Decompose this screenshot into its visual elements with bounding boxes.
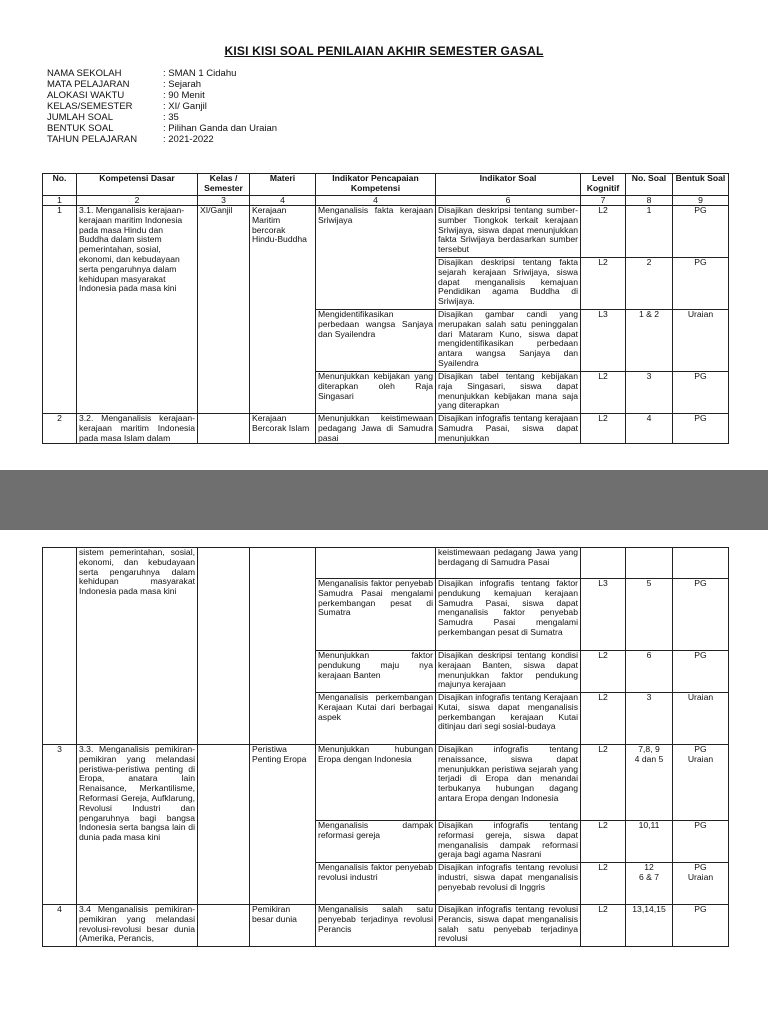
- table-row: [43, 414, 729, 444]
- bentuk-soal: PG: [673, 905, 729, 947]
- header-indikator-pencapaian: Indikator Pencapaian Kompetensi: [316, 174, 436, 196]
- info-value: : 35: [163, 112, 179, 123]
- info-row: [47, 112, 277, 123]
- indikator-soal: Disajikan deskripsi tentang sumber-sumber Tiongkok terkait kerajaan Sriwijaya, siswa dapat menunjukkan fakta Sriwijaya berdasarkan sumber tersebut: [436, 206, 581, 258]
- kelas-semester: [198, 414, 250, 444]
- no-soal: 10,11: [626, 821, 673, 863]
- header-no: No.: [43, 174, 77, 196]
- info-row: [47, 123, 277, 134]
- bentuk-soal-uraian: Uraian: [687, 753, 714, 764]
- bentuk-soal: PG: [673, 579, 729, 651]
- indikator-soal: Disajikan infografis tentang revolusi Perancis, siswa dapat menganalisis salah satu penyebab terjadinya revolusi: [436, 905, 581, 947]
- header-level-kognitif: Level Kognitif: [581, 174, 626, 196]
- indikator-soal: Disajikan infografis tentang renaissance, siswa dapat menunjukkan peristiwa sejarah yang terjadi di Eropa dan menandai terbukanya hubungan dagang antara Eropa dengan Indonesia: [436, 745, 581, 821]
- info-label: KELAS/SEMESTER: [47, 101, 133, 112]
- header-kompetensi-dasar: Kompetensi Dasar: [77, 174, 198, 196]
- indikator-soal: Disajikan infografis tentang reformasi gereja, siswa dapat menganalisis dampak reformasi geraja bagi agama Nasrani: [436, 821, 581, 863]
- level-kognitif: [581, 548, 626, 579]
- document-title: KISI KISI SOAL PENILAIAN AKHIR SEMESTER GASAL: [224, 44, 544, 58]
- col-number: 3: [198, 196, 250, 206]
- no-soal-uraian: 6 & 7: [638, 871, 660, 882]
- col-number: 9: [673, 196, 729, 206]
- kompetensi-dasar: 3.4 Menganalisis pemikiran-pemikiran yang melandasi revolusi-revolusi besar dunia (Amerika, Perancis,: [77, 905, 198, 947]
- info-row: [47, 101, 277, 112]
- no-soal: 1: [626, 206, 673, 258]
- info-row: [47, 90, 277, 101]
- no-soal: 3: [626, 693, 673, 745]
- indikator-soal: Disajikan infografis tentang faktor pendukung kemajuan kerajaan Samudra Pasai, siswa dapat menganalisis faktor penyebab Samudra Pasai mengalami perkembangan pesat di Sumatra: [436, 579, 581, 651]
- indikator-pencapaian: Menganalisis dampak reformasi gereja: [316, 821, 436, 863]
- col-number: 6: [436, 196, 581, 206]
- kelas-semester: [198, 548, 250, 745]
- indikator-pencapaian: Menunjukkan keistimewaan pedagang Jawa di Samudra pasai: [316, 414, 436, 444]
- info-row: [47, 68, 277, 79]
- row-no: [43, 548, 77, 745]
- kompetensi-dasar: 3.2. Menganalisis kerajaan-kerajaan maritim Indonesia pada masa Islam dalam: [77, 414, 198, 444]
- bentuk-soal: [673, 863, 729, 905]
- row-no: 4: [43, 905, 77, 947]
- info-label: JUMLAH SOAL: [47, 112, 113, 123]
- materi: Pemikiran besar dunia: [250, 905, 316, 947]
- col-number: 2: [77, 196, 198, 206]
- info-value: : XI/ Ganjil: [163, 101, 207, 112]
- level-kognitif: L2: [581, 863, 626, 905]
- info-row: [47, 79, 277, 90]
- materi: Peristiwa Penting Eropa: [250, 745, 316, 905]
- indikator-soal: Disajikan infografis tentang kerajaan Samudra Pasai, siswa dapat menunjukkan: [436, 414, 581, 444]
- bentuk-soal-uraian: Uraian: [687, 871, 714, 882]
- bentuk-soal: PG: [673, 414, 729, 444]
- bentuk-soal: [673, 745, 729, 821]
- col-number: 4: [250, 196, 316, 206]
- level-kognitif: L3: [581, 310, 626, 372]
- info-label: ALOKASI WAKTU: [47, 90, 125, 101]
- no-soal-pg: 7,8, 9: [638, 744, 660, 754]
- bentuk-soal: PG: [673, 651, 729, 693]
- indikator-pencapaian: Menunjukkan faktor pendukung maju nya kerajaan Banten: [316, 651, 436, 693]
- indikator-soal: keistimewaan pedagang Jawa yang berdagang di Samudra Pasai: [436, 548, 581, 579]
- kelas-semester: [198, 905, 250, 947]
- info-value: : Sejarah: [163, 79, 202, 90]
- document-page-2: [0, 530, 768, 1024]
- no-soal: 6: [626, 651, 673, 693]
- table-header-row: [43, 174, 729, 196]
- table-row: [43, 745, 729, 821]
- header-indikator-soal: Indikator Soal: [436, 174, 581, 196]
- col-number: 1: [43, 196, 77, 206]
- school-info: [47, 68, 277, 145]
- kelas-semester: [198, 745, 250, 905]
- row-no: 2: [43, 414, 77, 444]
- indikator-soal: Disajikan tabel tentang kebijakan raja Singasari, siswa dapat menunjukkan kebijakan mana saja yang diterapkan: [436, 372, 581, 414]
- bentuk-soal: Uraian: [673, 310, 729, 372]
- table-row: [43, 548, 729, 579]
- row-no: 1: [43, 206, 77, 414]
- no-soal: 4: [626, 414, 673, 444]
- info-value: : 2021-2022: [163, 134, 214, 145]
- indikator-pencapaian: Menganalisis faktor penyebab Samudra Pasai mengalami perkembangan pesat di Sumatra: [316, 579, 436, 651]
- level-kognitif: L2: [581, 206, 626, 258]
- info-label: MATA PELAJARAN: [47, 79, 130, 90]
- bentuk-soal: PG: [673, 372, 729, 414]
- materi: Kerajaan Bercorak Islam: [250, 414, 316, 444]
- bentuk-soal: PG: [673, 821, 729, 863]
- bentuk-soal-pg: PG: [694, 862, 707, 872]
- kompetensi-dasar: 3.3. Menganalisis pemikiran-pemikiran yang melandasi peristiwa-peristiwa penting di Eropa, anatara lain Renaisance, Merkantilisme, Reformasi Gereja, Aufklarung, Revolusi Industri dan pengaruhnya bagi bangsa Indonesia serta bangsa lain di dunia pada masa kini: [77, 745, 198, 905]
- info-label: BENTUK SOAL: [47, 123, 114, 134]
- info-label: NAMA SEKOLAH: [47, 68, 122, 79]
- indikator-soal: Disajikan gambar candi yang merupakan salah satu peninggalan dari Mataram Kuno, siswa dapat mengidentifikasikan perbedaan antara wangsa Sanjaya dan Syailendra: [436, 310, 581, 372]
- level-kognitif: L2: [581, 905, 626, 947]
- document-page-1: [0, 0, 768, 470]
- level-kognitif: L2: [581, 821, 626, 863]
- table-row: [43, 905, 729, 947]
- col-number: 7: [581, 196, 626, 206]
- bentuk-soal: [673, 548, 729, 579]
- kelas-semester: XI/Ganjil: [198, 206, 250, 414]
- no-soal: 1 & 2: [626, 310, 673, 372]
- indikator-soal: Disajikan deskripsi tentang fakta sejarah kerajaan Sriwijaya, siswa dapat menganalisis kemajuan Pendidikan agama Buddha di Sriwijaya.: [436, 258, 581, 310]
- info-label: TAHUN PELAJARAN: [47, 134, 138, 145]
- indikator-pencapaian: Menganalisis perkembangan Kerajaan Kutai dari berbagai aspek: [316, 693, 436, 745]
- col-number: 8: [626, 196, 673, 206]
- kompetensi-dasar: 3.1. Menganalisis kerajaan-kerajaan maritim Indonesia pada masa Hindu dan Buddha dalam sistem pemerintahan, sosial, ekonomi, dan kebudayaan serta pengaruhnya dalam kehidupan masyarakat Indonesia pada masa kini: [77, 206, 198, 414]
- bentuk-soal: PG: [673, 258, 729, 310]
- indikator-soal: Disajikan infografis tentang revolusi industri, siswa dapat menganalisis penyebab revolusi di Inggris: [436, 863, 581, 905]
- bentuk-soal-pg: PG: [694, 744, 707, 754]
- materi: [250, 548, 316, 745]
- column-number-row: [43, 196, 729, 206]
- no-soal: 2: [626, 258, 673, 310]
- row-no: 3: [43, 745, 77, 905]
- table-row: [43, 206, 729, 258]
- no-soal: 3: [626, 372, 673, 414]
- header-materi: Materi: [250, 174, 316, 196]
- kompetensi-dasar: sistem pemerintahan, sosial, ekonomi, dan kebudayaan serta pengaruhnya dalam kehidupan masyarakat Indonesia pada masa kini: [77, 548, 198, 745]
- no-soal: [626, 863, 673, 905]
- indikator-soal: Disajikan deskripsi tentang kondisi kerajaan Banten, siswa dapat menunjukkan faktor pendukung majunya kerajaan: [436, 651, 581, 693]
- no-soal-pg: 12: [644, 862, 654, 872]
- indikator-pencapaian: Menganalisis fakta kerajaan Sriwijaya: [316, 206, 436, 310]
- no-soal: [626, 745, 673, 821]
- bentuk-soal: PG: [673, 206, 729, 258]
- header-bentuk-soal: Bentuk Soal: [673, 174, 729, 196]
- no-soal: 5: [626, 579, 673, 651]
- indikator-pencapaian: Mengidentifikasikan perbedaan wangsa Sanjaya dan Syailendra: [316, 310, 436, 372]
- level-kognitif: L2: [581, 693, 626, 745]
- indikator-pencapaian: [316, 548, 436, 579]
- no-soal: 13,14,15: [626, 905, 673, 947]
- bentuk-soal: Uraian: [673, 693, 729, 745]
- level-kognitif: L2: [581, 414, 626, 444]
- no-soal-uraian: 4 dan 5: [634, 753, 664, 764]
- header-kelas-semester: Kelas / Semester: [198, 174, 250, 196]
- level-kognitif: L2: [581, 651, 626, 693]
- info-row: [47, 134, 277, 145]
- level-kognitif: L3: [581, 579, 626, 651]
- materi: Kerajaan Maritim bercorak Hindu-Buddha: [250, 206, 316, 414]
- level-kognitif: L2: [581, 258, 626, 310]
- info-value: : 90 Menit: [163, 90, 205, 101]
- level-kognitif: L2: [581, 745, 626, 821]
- info-value: : SMAN 1 Cidahu: [163, 68, 237, 79]
- info-value: : Pilihan Ganda dan Uraian: [163, 123, 278, 134]
- indikator-pencapaian: Menunjukkan kebijakan yang diterapkan oleh Raja Singasari: [316, 372, 436, 414]
- kisi-kisi-table: [42, 173, 729, 444]
- header-no-soal: No. Soal: [626, 174, 673, 196]
- col-number: 4: [316, 196, 436, 206]
- indikator-soal: Disajikan infografis tentang Kerajaan Kutai, siswa dapat menganalisis perkembangan kerajaan Kutai ditinjau dari segi sosial-budaya: [436, 693, 581, 745]
- no-soal: [626, 548, 673, 579]
- kisi-kisi-table-continued: [42, 547, 729, 947]
- indikator-pencapaian: Menunjukkan hubungan Eropa dengan Indonesia: [316, 745, 436, 821]
- level-kognitif: L2: [581, 372, 626, 414]
- indikator-pencapaian: Menganalisis salah satu penyebab terjadinya revolusi Perancis: [316, 905, 436, 947]
- indikator-pencapaian: Menganalisis faktor penyebab revolusi industri: [316, 863, 436, 905]
